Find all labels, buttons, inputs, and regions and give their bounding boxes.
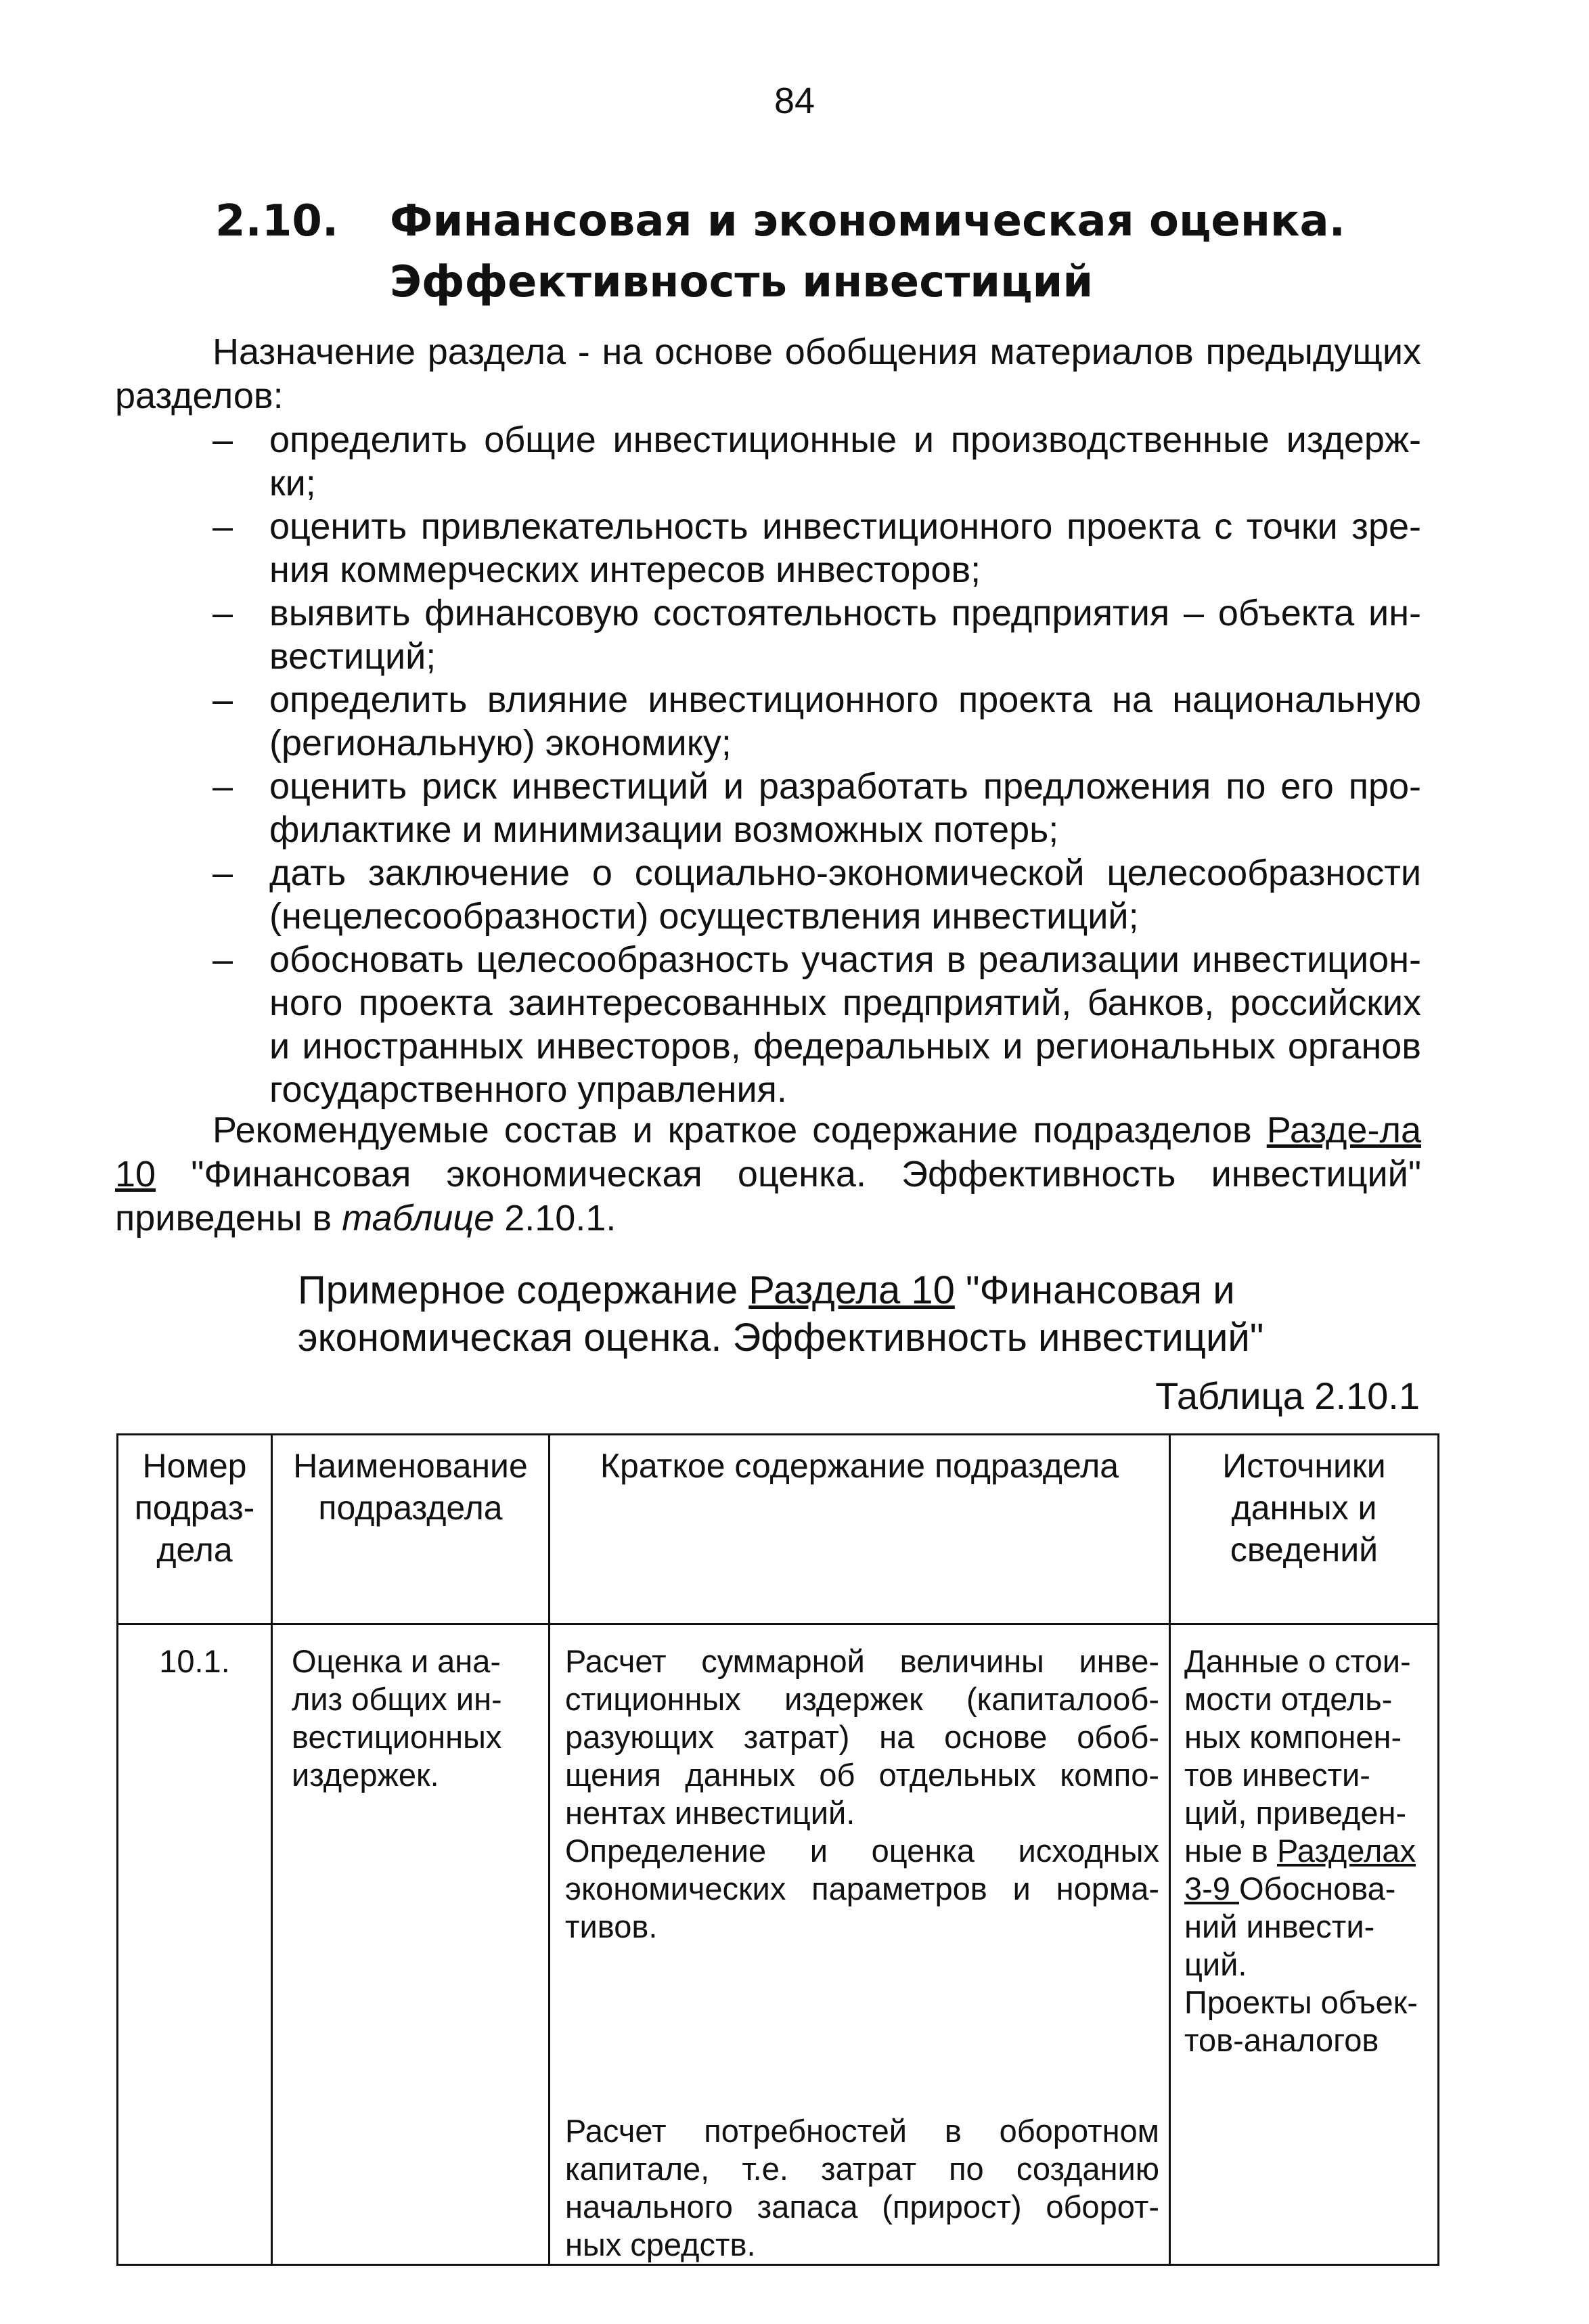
list-item: – определить общие инвестиционные и производственные издерж-ки; <box>115 418 1421 505</box>
table-header-row <box>118 1435 1439 1624</box>
task-list <box>115 418 1421 1111</box>
section-title-line-1: Финансовая и экономическая оценка. <box>390 196 1345 246</box>
cell-number: 10.1. <box>118 1624 272 2265</box>
list-item: – оценить привлекательность инвестиционного проекта с точки зре-ния коммерческих интересов инвесторов; <box>115 505 1421 591</box>
caption-text: Примерное содержание <box>298 1268 749 1312</box>
sections-range-link[interactable]: 3-9 <box>1184 1871 1239 1906</box>
recommend-text: Рекомендуемые состав и краткое содержание подразделов <box>212 1110 1267 1150</box>
header-sources: Источники данных и сведений <box>1170 1435 1439 1624</box>
section-heading <box>215 191 1474 313</box>
content-paragraph: Определение и оценка исходных экономических параметров и норма-тивов. <box>565 1833 1159 1944</box>
header-name: Наименование подраздела <box>272 1435 550 1624</box>
list-item: – дать заключение о социально-экономической целесообразности (нецелесообразности) осуществления инвестиций; <box>115 851 1421 938</box>
section-10-link[interactable]: Разде-ла 10 <box>115 1110 1421 1194</box>
recommend-text: 2.10.1. <box>494 1198 617 1238</box>
recommendation-paragraph <box>115 1109 1421 1241</box>
cell-name: Оценка и ана-лиз общих ин-вестиционных издержек. <box>272 1624 550 2265</box>
table-caption <box>298 1267 1448 1362</box>
section-number: 2.10. <box>215 196 339 246</box>
table-label: Таблица 2.10.1 <box>1155 1375 1420 1417</box>
intro-paragraph: Назначение раздела - на основе обобщения материалов предыдущих разделов: <box>115 332 1421 416</box>
table-row <box>118 1624 1439 2265</box>
page-number: 84 <box>774 81 815 121</box>
caption-section-link[interactable]: Раздела 10 <box>748 1268 955 1312</box>
list-item: – выявить финансовую состоятельность предприятия – объекта ин-вестиций; <box>115 591 1421 678</box>
list-item: – обосновать целесообразность участия в реализации инвестицион-ного проекта заинтересованных предприятий, банков, российских и иностранных инвесторов, федеральных и региональных органов государственного управления. <box>115 938 1421 1111</box>
recommend-text: "Финансовая экономическая оценка. Эффективность инвестиций" приведены в <box>115 1154 1421 1238</box>
content-paragraph: Расчет потребностей в оборотном капитале, т.е. затрат по созданию начального запаса (прирост) оборот-ных средств. <box>565 2113 1159 2262</box>
source-text: Проекты объек-тов-аналогов <box>1184 1984 1418 2058</box>
sections-link[interactable]: Разделах <box>1276 1833 1416 1869</box>
source-text: Обоснова-ний инвести-ций. <box>1184 1871 1396 1982</box>
table-reference: таблице <box>342 1198 495 1238</box>
header-number: Номер подраз-дела <box>118 1435 272 1624</box>
sections-table <box>116 1433 1439 2266</box>
caption-text: "Финансовая и экономическая оценка. Эффективность инвестиций" <box>298 1268 1264 1360</box>
source-text: Данные о стои-мости отдель-ных компонен-тов инвести-ций, приведен-ные в <box>1184 1643 1411 1869</box>
cell-content <box>550 1624 1170 2265</box>
cell-sources <box>1170 1624 1439 2265</box>
list-item: – оценить риск инвестиций и разработать предложения по его про-филактике и минимизации возможных потерь; <box>115 765 1421 851</box>
section-title-line-2: Эффективность инвестиций <box>390 257 1094 307</box>
header-content: Краткое содержание подраздела <box>550 1435 1170 1624</box>
content-paragraph: Расчет суммарной величины инве-стиционных издержек (капиталооб-разующих затрат) на основе обоб-щения данных об отдельных компо-нентах инвестиций. <box>565 1643 1159 1831</box>
list-item: – определить влияние инвестиционного проекта на национальную (региональную) экономику; <box>115 678 1421 765</box>
